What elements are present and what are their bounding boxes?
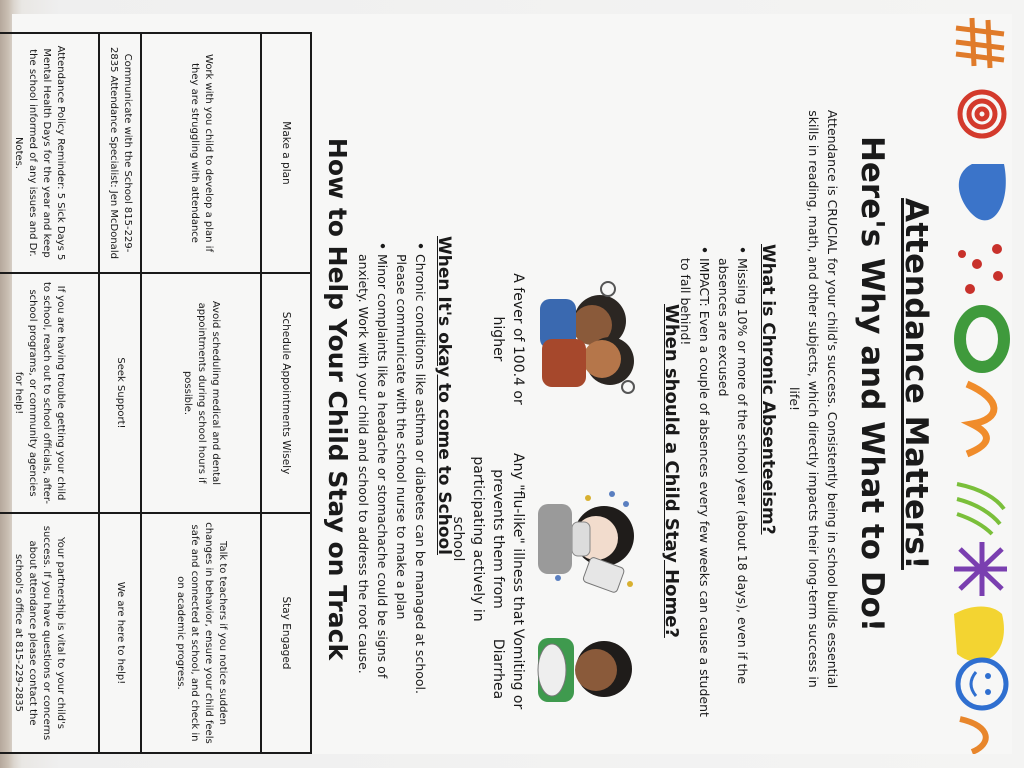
smiley-doodle-icon bbox=[958, 660, 1006, 708]
spiral-doodle-icon bbox=[960, 92, 1004, 136]
dots-doodle-icon bbox=[958, 244, 1003, 294]
yellow-blob-doodle-icon bbox=[954, 607, 1004, 662]
stay-on-track-heading: How to Help Your Child Stay on Track bbox=[323, 137, 352, 661]
vomiting-child-icon bbox=[536, 614, 648, 724]
chronic-bullet: • IMPACT: Even a couple of absences every few weeks can cause a student to fall behind! bbox=[676, 258, 714, 728]
table-header-cell: Schedule Appointments Wisely bbox=[261, 273, 311, 513]
hashtag-doodle-icon bbox=[956, 18, 1004, 68]
stay-on-track-table bbox=[0, 32, 312, 754]
decorative-art-strip bbox=[950, 14, 1012, 754]
table-cell: Your partnership is vital to your child's success. If you have questions or concerns about attendance please contact the school's office at 815-229-2835 bbox=[0, 513, 99, 753]
table-cell: We are here to help! bbox=[99, 513, 141, 753]
table-header-cell: Stay Engaged bbox=[261, 513, 311, 753]
table-cell: Seek Support! bbox=[99, 273, 141, 513]
intro-paragraph: Attendance is CRUCIAL for your child's success. Consistently being in school builds essential skills in reading, math, and other subjects, which directly impacts their long-term success in life! bbox=[787, 109, 840, 689]
okay-to-come-heading: When It's okay to come to School bbox=[434, 236, 454, 556]
okay-bullet: • Chronic conditions like asthma or diabetes can be managed at school. Please communicate with the school nurse to make a plan bbox=[392, 254, 430, 724]
table-cell: Work with you child to develop a plan if they are struggling with attendance bbox=[141, 33, 261, 273]
table-row bbox=[261, 33, 311, 753]
table-row bbox=[99, 33, 141, 753]
table-cell: Avoid scheduling medical and dental appointments during school hours if possible. bbox=[141, 273, 261, 513]
orange-wave-doodle-icon bbox=[967, 384, 994, 454]
table-cell: If you are having trouble getting your child to school, reach out to school officials, after-school programs, or community agencies for help! bbox=[0, 273, 99, 513]
table-row bbox=[141, 33, 261, 753]
table-cell: Talk to teachers if you notice sudden changes in behavior, ensure your child feels safe and connected at school, and check in on academic progress. bbox=[141, 513, 261, 753]
attendance-flyer bbox=[12, 14, 1012, 754]
green-ring-doodle-icon bbox=[960, 311, 1004, 367]
leaf-doodle-icon bbox=[957, 484, 1004, 534]
stay-home-heading: When should a Child Stay Home? bbox=[661, 304, 682, 638]
okay-bullet: • Minor complaints like a headache or stomachache could be signs of anxiety. Work with your child and school to address the root cause. bbox=[354, 254, 392, 724]
chronic-absenteeism-heading: What is Chronic Absenteeism? bbox=[758, 244, 778, 535]
blue-blob-doodle-icon bbox=[959, 164, 1006, 220]
fever-caption: A fever of 100.4 or higher bbox=[490, 273, 526, 405]
chronic-bullet: • Missing 10% or more of the school year (about 18 days), even if the absences are excused bbox=[714, 258, 752, 688]
table-cell: Communicate with the School 815-229-2835 Attendance Specialist: Jen McDonald bbox=[99, 33, 141, 273]
flu-caption: Any "flu-like" illness that prevents them from participating actively in school bbox=[450, 453, 526, 625]
flyer-subtitle: Here's Why and What to Do! bbox=[854, 135, 890, 633]
table-header-cell: Make a plan bbox=[261, 33, 311, 273]
star-doodle-icon bbox=[954, 542, 1007, 596]
sun-doodle-icon bbox=[960, 719, 986, 752]
fever-children-icon bbox=[536, 269, 648, 409]
flu-sick-child-icon bbox=[536, 474, 648, 604]
table-row bbox=[0, 33, 99, 753]
flyer-title: Attendance Matters! bbox=[898, 198, 934, 570]
vomiting-caption: Vomiting or Diarrhea bbox=[490, 628, 526, 710]
table-cell: Attendance Policy Reminder: 5 Sick Days 5 Mental Health Days for the year and keep the school informed of any issues and Dr. Notes. bbox=[0, 33, 99, 273]
